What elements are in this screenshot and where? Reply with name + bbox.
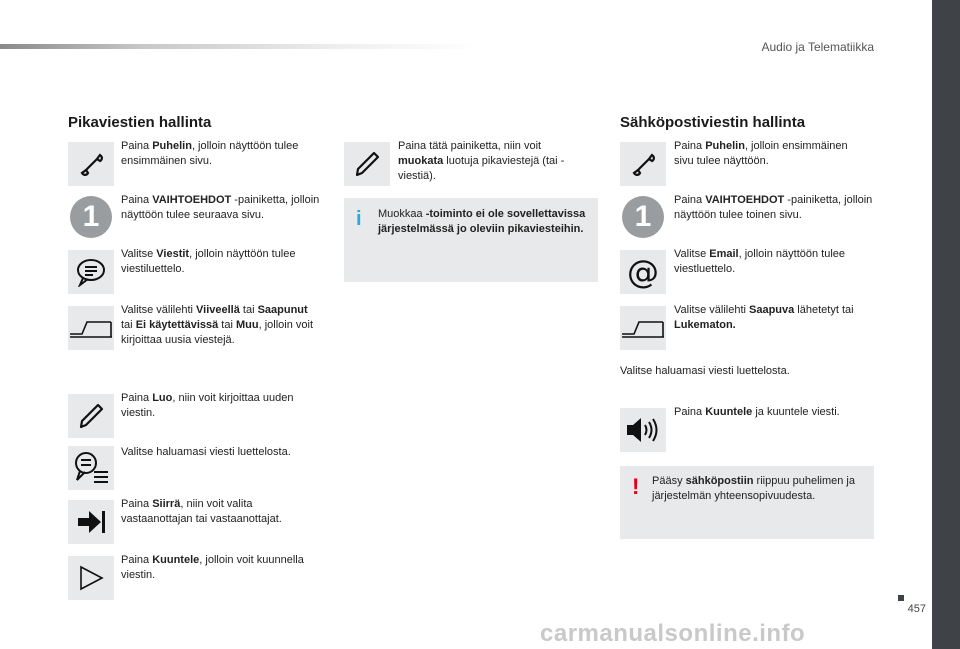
right-select-text: Valitse haluamasi viesti luettelosta. bbox=[620, 365, 790, 377]
text-segment: , niin voit kirjoittaa uuden viestin. bbox=[121, 392, 294, 419]
number-1-icon: 1 bbox=[622, 196, 664, 238]
page-number: 457 bbox=[907, 603, 926, 615]
section-header: Audio ja Telematiikka bbox=[761, 40, 874, 54]
text-segment: luotuja pikaviestejä (tai -viestiä). bbox=[398, 155, 565, 182]
left-step-3 bbox=[121, 247, 321, 277]
text-segment: Muokkaa bbox=[378, 208, 423, 220]
text-segment: , jolloin näyttöön tulee viestluettelo. bbox=[674, 248, 846, 275]
play-icon-box bbox=[68, 556, 114, 600]
bold-term: Kuuntele bbox=[705, 406, 753, 418]
header-gradient-bar bbox=[0, 44, 480, 49]
bold-term: VAIHTOEHDOT bbox=[152, 194, 232, 206]
warning-note bbox=[620, 466, 874, 539]
text-segment: Paina bbox=[121, 392, 153, 404]
text-segment: Valitse bbox=[121, 248, 157, 260]
text-segment: Paina bbox=[674, 406, 706, 418]
bold-term: Kuuntele bbox=[152, 554, 200, 566]
text-segment: Paina bbox=[121, 194, 153, 206]
text-segment: , jolloin näyttöön tulee viestiluettelo. bbox=[121, 248, 296, 275]
left-step-8 bbox=[121, 553, 326, 583]
text-segment: Paina tätä painiketta, niin voit bbox=[398, 140, 542, 152]
bold-term: Viiveellä bbox=[196, 304, 240, 316]
right-step-4 bbox=[674, 303, 874, 333]
bold-term: sähköpostiin bbox=[685, 475, 754, 487]
text-segment: , jolloin voit kuunnella viestin. bbox=[121, 554, 304, 581]
bold-term: Muu bbox=[235, 319, 259, 331]
text-segment: Valitse välilehti bbox=[674, 304, 749, 316]
text-segment: , jolloin voit kirjoittaa uusia viestejä. bbox=[121, 319, 314, 346]
text-segment: lähetetyt tai bbox=[794, 304, 854, 316]
edit-instruction bbox=[398, 139, 588, 184]
phone-icon bbox=[628, 149, 658, 179]
text-segment: tai bbox=[218, 319, 236, 331]
left-step-7 bbox=[121, 497, 326, 527]
text-segment: ja kuuntele viesti. bbox=[752, 406, 840, 418]
info-note bbox=[344, 198, 598, 282]
bold-term: -toiminto ei ole sovellettavissa järjestelmässä jo oleviin pikaviesteihin. bbox=[378, 208, 586, 235]
bold-term: Puhelin bbox=[152, 140, 192, 152]
bold-term: Lukematon. bbox=[674, 319, 736, 331]
info-note-text bbox=[378, 207, 590, 237]
watermark: carmanualsonline.info bbox=[540, 620, 806, 647]
right-step-2 bbox=[674, 193, 874, 223]
pencil-icon-box bbox=[68, 394, 114, 438]
speaker-icon bbox=[625, 415, 661, 445]
bold-term: Viestit bbox=[156, 248, 190, 260]
bold-term: VAIHTOEHDOT bbox=[705, 194, 785, 206]
left-step-6 bbox=[121, 445, 326, 460]
text-segment: Paina bbox=[121, 554, 153, 566]
warning-icon: ! bbox=[632, 474, 640, 499]
forward-icon bbox=[75, 508, 107, 536]
at-icon-box bbox=[620, 250, 666, 294]
left-section-title: Pikaviestien hallinta bbox=[68, 114, 212, 131]
right-section-title: Sähköpostiviestin hallinta bbox=[620, 114, 806, 131]
tab-icon-box bbox=[68, 306, 114, 350]
text-segment: Paina bbox=[674, 194, 706, 206]
bold-term: Siirrä bbox=[152, 498, 181, 510]
text-segment: Valitse bbox=[674, 248, 710, 260]
info-icon: i bbox=[356, 208, 362, 230]
text-segment: -painiketta, jolloin näyttöön tulee seuraava sivu. bbox=[121, 194, 320, 221]
text-segment: Paina bbox=[674, 140, 706, 152]
page-marker bbox=[898, 595, 904, 601]
side-tab bbox=[932, 0, 960, 649]
tab-icon-box bbox=[620, 306, 666, 350]
right-step-3 bbox=[674, 247, 870, 277]
left-step-2 bbox=[121, 193, 326, 223]
text-segment: , niin voit valita vastaanottajan tai vastaanottajat. bbox=[121, 498, 282, 525]
bold-term: Puhelin bbox=[705, 140, 745, 152]
phone-icon bbox=[76, 149, 106, 179]
phone-icon-box bbox=[620, 142, 666, 186]
pencil-icon bbox=[76, 401, 106, 431]
text-segment: , jolloin ensimmäinen sivu tulee näyttöön. bbox=[674, 140, 848, 167]
text-segment: Valitse haluamasi viesti luettelosta. bbox=[121, 446, 291, 458]
tab-icon bbox=[621, 316, 665, 340]
text-segment: Paina bbox=[121, 140, 153, 152]
bold-term: Email bbox=[709, 248, 739, 260]
at-icon: @ bbox=[627, 253, 659, 291]
play-icon bbox=[77, 564, 105, 592]
right-step-1 bbox=[674, 139, 870, 169]
text-segment: Valitse välilehti bbox=[121, 304, 196, 316]
warning-note-text bbox=[652, 474, 866, 504]
tab-icon bbox=[69, 316, 113, 340]
right-listen-text bbox=[674, 405, 870, 420]
contact-list-icon-box bbox=[68, 446, 114, 490]
text-segment: tai bbox=[121, 319, 136, 331]
left-step-4 bbox=[121, 303, 321, 348]
bold-term: Ei käytettävissä bbox=[135, 319, 219, 331]
number-1-icon: 1 bbox=[70, 196, 112, 238]
text-segment: Pääsy bbox=[652, 475, 686, 487]
messages-icon-box bbox=[68, 250, 114, 294]
bold-term: Saapunut bbox=[257, 304, 308, 316]
pencil-icon bbox=[352, 149, 382, 179]
left-step-5 bbox=[121, 391, 321, 421]
pencil-icon-box bbox=[344, 142, 390, 186]
text-segment: , jolloin näyttöön tulee ensimmäinen sivu. bbox=[121, 140, 299, 167]
text-segment: -painiketta, jolloin näyttöön tulee toinen sivu. bbox=[674, 194, 873, 221]
forward-icon-box bbox=[68, 500, 114, 544]
bold-term: muokata bbox=[398, 155, 444, 167]
text-segment: riippuu puhelimen ja järjestelmän yhteensopivuudesta. bbox=[652, 475, 855, 502]
contact-list-icon bbox=[72, 450, 110, 486]
bold-term: Saapuva bbox=[749, 304, 795, 316]
phone-icon-box bbox=[68, 142, 114, 186]
text-segment: tai bbox=[239, 304, 258, 316]
speaker-icon-box bbox=[620, 408, 666, 452]
left-step-1 bbox=[121, 139, 321, 169]
bold-term: Luo bbox=[152, 392, 173, 404]
messages-icon bbox=[75, 257, 107, 287]
text-segment: Paina bbox=[121, 498, 153, 510]
